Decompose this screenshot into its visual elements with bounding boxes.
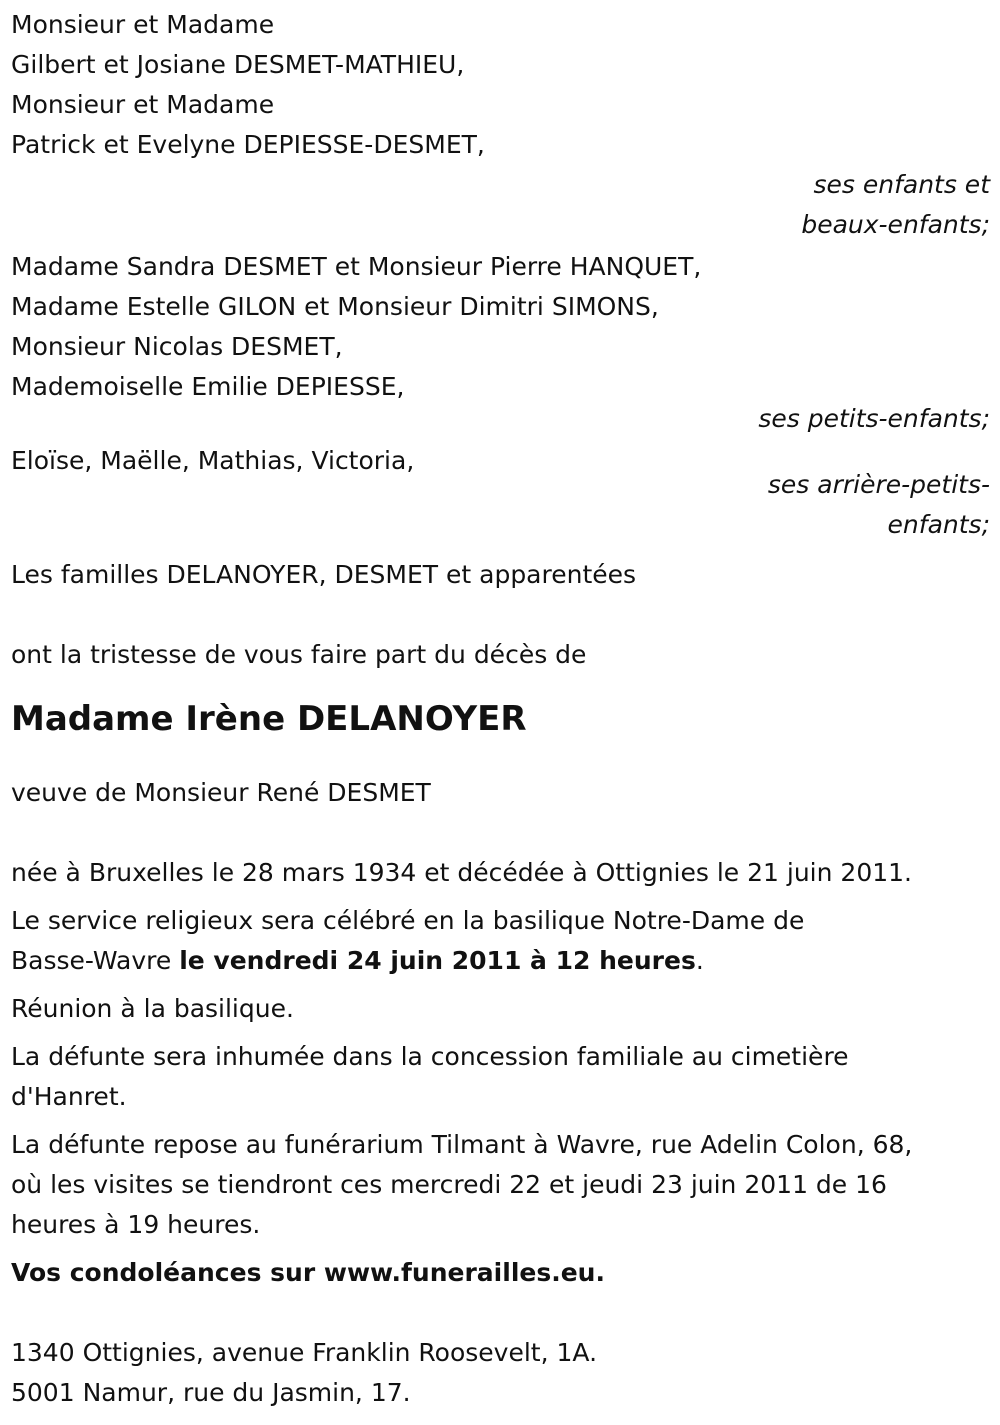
- visit-line-2: où les visites se tiendront ces mercredi 22 et jeudi 23 juin 2011 de 16: [11, 1170, 887, 1199]
- widow-of-line: veuve de Monsieur René DESMET: [11, 778, 431, 807]
- grandchildren-role: ses petits-enfants;: [758, 404, 990, 433]
- children-line-2: Gilbert et Josiane DESMET-MATHIEU,: [11, 50, 465, 79]
- children-line-4: Patrick et Evelyne DEPIESSE-DESMET,: [11, 130, 485, 159]
- service-paragraph: [11, 901, 990, 981]
- service-date-time: le vendredi 24 juin 2011 à 12 heures: [179, 946, 696, 975]
- burial-line-2: d'Hanret.: [11, 1082, 127, 1111]
- children-line-3: Monsieur et Madame: [11, 90, 275, 119]
- address-line-2: 5001 Namur, rue du Jasmin, 17.: [11, 1378, 411, 1407]
- grandchildren-line-1: Madame Sandra DESMET et Monsieur Pierre HANQUET,: [11, 252, 702, 281]
- service-line-2-prefix: Basse-Wavre: [11, 946, 180, 975]
- condolences-line: Vos condoléances sur www.funerailles.eu.: [11, 1258, 605, 1287]
- meeting-line: Réunion à la basilique.: [11, 994, 294, 1023]
- grandchildren-line-3: Monsieur Nicolas DESMET,: [11, 332, 343, 361]
- children-block: [11, 5, 990, 245]
- great-grandchildren-block: [11, 441, 990, 545]
- children-role-1: ses enfants et: [813, 170, 990, 199]
- address-line-1: 1340 Ottignies, avenue Franklin Roosevelt, 1A.: [11, 1338, 598, 1367]
- announcement-line: ont la tristesse de vous faire part du décès de: [11, 640, 587, 669]
- great-grandchildren-role-2: enfants;: [887, 510, 990, 539]
- addresses-block: [11, 1333, 990, 1413]
- visit-line-3: heures à 19 heures.: [11, 1210, 261, 1239]
- great-grandchildren-role-1: ses arrière-petits-: [767, 470, 990, 499]
- burial-line-1: La défunte sera inhumée dans la concession familiale au cimetière: [11, 1042, 849, 1071]
- visit-paragraph: [11, 1125, 990, 1245]
- service-line-1: Le service religieux sera célébré en la basilique Notre-Dame de: [11, 906, 805, 935]
- deceased-name: Madame Irène DELANOYER: [11, 699, 527, 739]
- grandchildren-line-4: Mademoiselle Emilie DEPIESSE,: [11, 372, 405, 401]
- great-grandchildren-line: Eloïse, Maëlle, Mathias, Victoria,: [11, 446, 415, 475]
- families-line: Les familles DELANOYER, DESMET et apparentées: [11, 560, 637, 589]
- grandchildren-line-2: Madame Estelle GILON et Monsieur Dimitri SIMONS,: [11, 292, 659, 321]
- children-line-1: Monsieur et Madame: [11, 10, 275, 39]
- service-line-2: [11, 941, 990, 981]
- burial-paragraph: [11, 1037, 990, 1117]
- service-line-2-suffix: .: [695, 946, 704, 975]
- children-role-2: beaux-enfants;: [801, 210, 990, 239]
- grandchildren-block: [11, 247, 990, 431]
- birth-death-line: née à Bruxelles le 28 mars 1934 et décédée à Ottignies le 21 juin 2011.: [11, 858, 912, 887]
- visit-line-1: La défunte repose au funérarium Tilmant à Wavre, rue Adelin Colon, 68,: [11, 1130, 913, 1159]
